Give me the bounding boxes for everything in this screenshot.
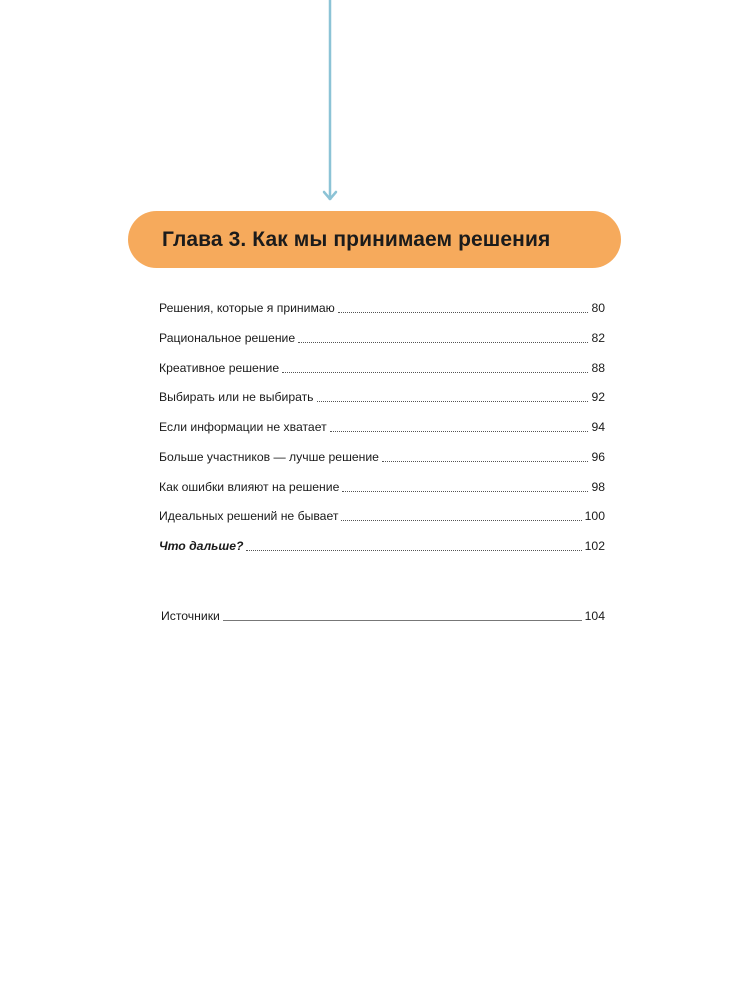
toc-entry-title: Что дальше?	[159, 539, 244, 553]
toc-entry-title: Больше участников — лучше решение	[159, 450, 379, 464]
toc-entry-title: Идеальных решений не бывает	[159, 509, 339, 523]
toc-entry-title: Как ошибки влияют на решение	[159, 480, 340, 494]
toc-entry-title: Решения, которые я принимаю	[159, 301, 335, 315]
chapter-banner	[128, 211, 621, 268]
toc-entry[interactable]	[159, 508, 605, 524]
toc-leader	[342, 481, 588, 492]
toc-entry-page: 94	[591, 420, 605, 434]
toc-entry[interactable]	[159, 300, 605, 316]
toc-entry-page: 92	[591, 390, 605, 404]
down-arrow-icon	[322, 0, 338, 204]
toc-entry-page: 80	[591, 301, 605, 315]
toc-entry-page: 82	[591, 331, 605, 345]
toc-entry-title: Источники	[161, 609, 220, 623]
toc-entry-title: Выбирать или не выбирать	[159, 390, 314, 404]
toc-entry-page: 96	[591, 450, 605, 464]
toc-leader	[338, 302, 589, 313]
toc-entry-title: Рациональное решение	[159, 331, 296, 345]
toc-leader	[298, 332, 588, 343]
toc-leader	[223, 610, 582, 621]
toc-entry-page: 88	[591, 361, 605, 375]
toc-leader	[341, 510, 581, 521]
toc-entry[interactable]	[159, 449, 605, 465]
toc-entry[interactable]	[159, 330, 605, 346]
toc-entry-sources[interactable]	[161, 608, 605, 624]
toc-entry[interactable]	[159, 538, 605, 554]
toc-entry[interactable]	[159, 419, 605, 435]
toc-entry[interactable]	[159, 479, 605, 495]
toc-entry-title: Креативное решение	[159, 361, 280, 375]
toc-entry[interactable]	[159, 389, 605, 405]
toc-entry-page: 102	[584, 539, 605, 553]
toc-entry-title: Если информации не хватает	[159, 420, 327, 434]
toc-entry-page: 104	[584, 609, 605, 623]
toc-entry-page: 98	[591, 480, 605, 494]
toc-leader	[382, 451, 588, 462]
toc-leader	[282, 362, 588, 373]
toc-entry-page: 100	[584, 509, 605, 523]
toc-leader	[330, 421, 589, 432]
chapter-title: Глава 3. Как мы принимаем решения	[162, 227, 551, 251]
toc-leader	[246, 540, 581, 551]
toc-leader	[317, 391, 589, 402]
toc-entry[interactable]	[159, 360, 605, 376]
